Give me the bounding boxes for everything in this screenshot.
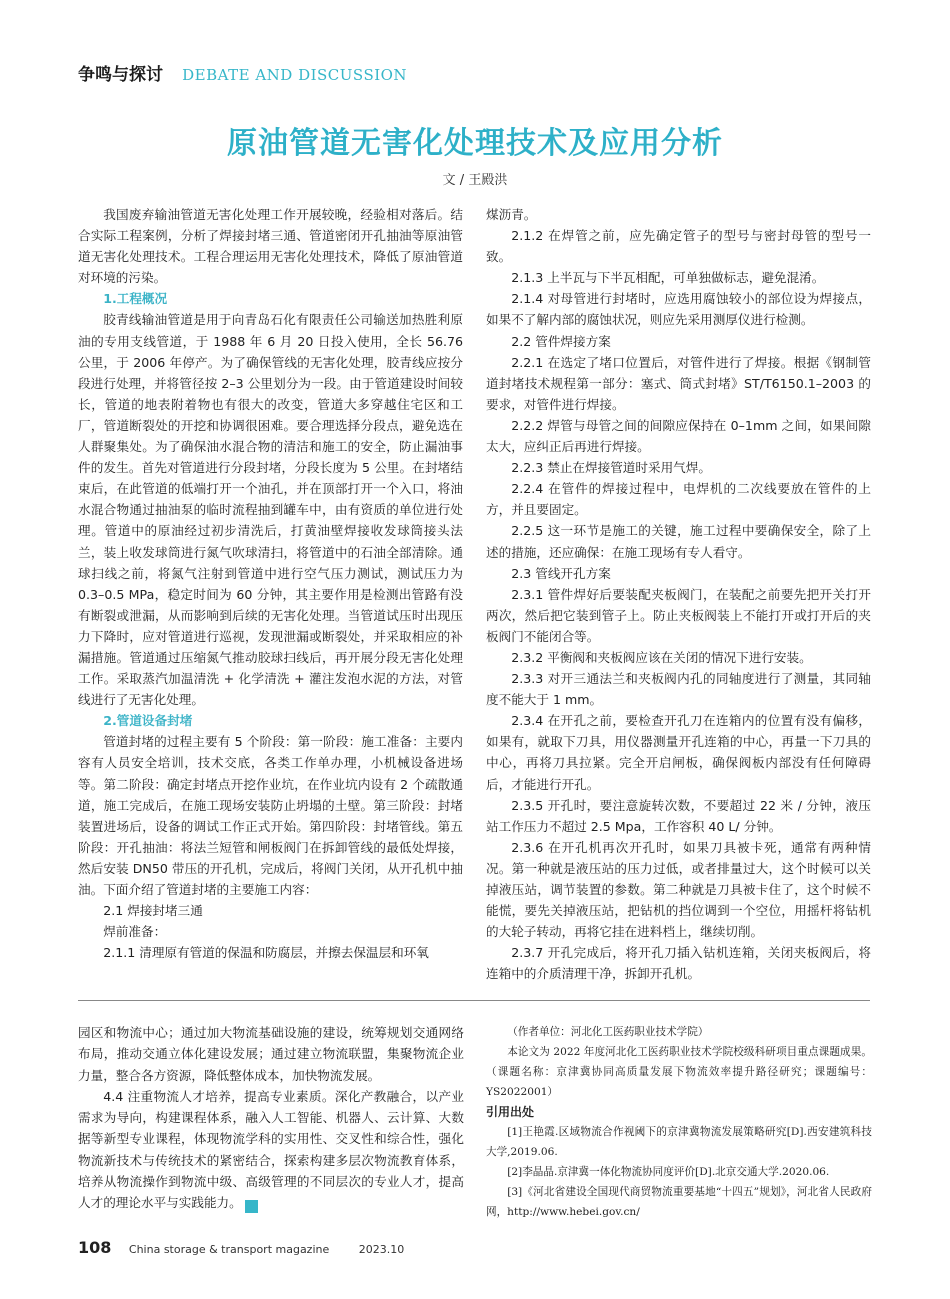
- body-paragraph: 煤沥青。: [486, 207, 537, 222]
- magazine-name: China storage & transport magazine: [128, 1243, 330, 1256]
- body-paragraph: 管道封堵的过程主要有 5 个阶段：第一阶段：施工准备：主要内容有人员安全培训，技术交底，各类工作单办理，小机械设备进场等。第二阶段：确定封堵点开挖作业坑，在作业坑内设有 2 个疏散通道，施工完成后，在施工现场安装防止坍塌的土壁。第三阶段：封堵装置进场后，设备的调试工作正式开始。第四阶段：封堵管线。第五阶段：开孔抽油：将法兰短管和闸板阀门在拆卸管线的最低处焊接，然后安装 DN50 带压的开孔机，完成后，将阀门关闭，从开孔机中抽油。下面介绍了管道封堵的主要施工内容：: [78, 734, 463, 897]
- body-paragraph: 2.3.5 开孔时，要注意旋转次数，不要超过 22 米 / 分钟，液压站工作压力不超过 2.5 Mpa，工作容积 40 L/ 分钟。: [486, 797, 871, 834]
- body-paragraph: 2.1.2 在焊管之前，应先确定管子的型号与密封母管的型号一致。: [486, 228, 871, 265]
- end-of-article-icon: C: [245, 1200, 258, 1213]
- page-number: 108: [78, 1238, 112, 1257]
- body-paragraph: 2.3.7 开孔完成后，将开孔刀插入钻机连箱，关闭夹板阀后，将连箱中的介质清理干净，拆卸开孔机。: [486, 945, 871, 982]
- section-title-en: DEBATE AND DISCUSSION: [182, 66, 408, 84]
- subsection-heading: 2.1 焊接封堵三通: [103, 903, 203, 919]
- previous-article-continuation: [78, 1022, 464, 1214]
- abstract-paragraph: 我国废弃输油管道无害化处理工作开展较晚，经验相对落后。结合实际工程案例，分析了焊接封堵三通、管道密闭开孔抽油等原油管道无害化处理技术。工程合理运用无害化处理技术，降低了原油管道对环境的污染。: [78, 207, 463, 286]
- body-paragraph: 2.3.3 对开三通法兰和夹板阀内孔的同轴度进行了测量，其同轴度不能大于 1 mm。: [486, 671, 871, 708]
- section-heading: 2.管道设备封堵: [103, 713, 193, 729]
- body-paragraph: 2.3.2 平衡阀和夹板阀应该在关闭的情况下进行安装。: [511, 649, 812, 665]
- body-paragraph: 园区和物流中心；通过加大物流基础设施的建设，统筹规划交通网络布局，推动交通立体化建设发展；通过建立物流联盟，集聚物流企业力量，整合各方资源，降低整体成本，加快物流发展。: [78, 1025, 464, 1083]
- right-column: [486, 204, 871, 984]
- body-paragraph: 2.2.3 禁止在焊接管道时采用气焊。: [511, 460, 711, 476]
- reference-item: [2]李晶晶.京津冀一体化物流协同度评价[D].北京交通大学.2020.06.: [507, 1166, 830, 1178]
- article-author: 文 / 王殿洪: [442, 173, 508, 188]
- article-notes: [486, 1022, 872, 1222]
- section-heading: 1.工程概况: [103, 291, 168, 307]
- body-paragraph: 2.3.1 管件焊好后要装配夹板阀门，在装配之前要先把开关打开两次，然后把它装到管子上。防止夹板阀装上不能打开或打开后的夹板阀门不能闭合等。: [486, 586, 871, 644]
- subsection-heading: 2.3 管线开孔方案: [511, 565, 611, 581]
- page-footer: [78, 1238, 404, 1257]
- body-paragraph: 2.1.1 清理原有管道的保温和防腐层，并擦去保温层和环氧: [103, 945, 429, 961]
- subsection-heading: 2.2 管件焊接方案: [511, 333, 611, 349]
- section-title-cn: 争鸣与探讨: [78, 65, 163, 85]
- body-paragraph: 2.1.4 对母管进行封堵时，应选用腐蚀较小的部位设为焊接点，如果不了解内部的腐蚀状况，则应先采用测厚仪进行检测。: [486, 291, 871, 328]
- section-header: [78, 60, 407, 84]
- body-paragraph: 2.3.4 在开孔之前，要检查开孔刀在连箱内的位置有没有偏移，如果有，就取下刀具，用仪器测量开孔连箱的中心，再量一下刀具的中心，再将刀具拉紧。完全开启闸板，确保阀板内部没有任何障碍后，才能进行开孔。: [486, 713, 871, 792]
- body-paragraph: 2.3.6 在开孔机再次开孔时，如果刀具被卡死，通常有两种情况。第一种就是液压站的压力过低，或者排量过大，这个时候可以关掉液压站，调节装置的参数。第二种就是刀具被卡住了，这个时候不能慌，要先关掉液压站，把钻机的挡位调到一个空位，用摇杆将钻机的大轮子转动，再将它挂在进料档上，继续切削。: [486, 839, 871, 940]
- body-text: 4.4 注重物流人才培养，提高专业素质。深化产教融合，以产业需求为导向，构建课程体系，融入人工智能、机器人、云计算、大数据等新型专业课程，体现物流学科的实用性、交叉性和综合性，强化物流新技术与传统技术的紧密结合，探索构建多层次物流教育体系，培养从物流操作到物流中级、高级管理的不同层次的专业人才，提高人才的理论水平与实践能力。: [78, 1088, 464, 1211]
- body-paragraph: 2.2.4 在管件的焊接过程中，电焊机的二次线要放在管件的上方，并且要固定。: [486, 481, 871, 518]
- body-paragraph: 焊前准备：: [103, 924, 167, 940]
- body-paragraph: 2.1.3 上半瓦与下半瓦相配，可单独做标志，避免混淆。: [511, 270, 825, 286]
- author-unit: （作者单位：河北化工医药职业技术学院）: [507, 1026, 709, 1038]
- left-column: [78, 204, 463, 963]
- section-divider: [78, 1000, 870, 1001]
- body-paragraph: 胶青线输油管道是用于向青岛石化有限责任公司输送加热胜利原油的专用支线管道，于 1988 年 6 月 20 日投入使用，全长 56.76 公里，于 2006 年停产。为了确保管线的无害化处理，胶青线应按分段进行处理，并将管径按 2–3 公里划分为一段。由于管道建设时间较长，管道的地表附着物也有很大的改变，管道大多穿越住宅区和工厂，管道断裂处的开挖和协调很困难。要合理选择分段点，避免选在人群聚集处。为了确保油水混合物的清洁和施工的安全，防止漏油事件的发生。首先对管道进行分段封堵，分段长度为 5 公里。在封堵结束后，在此管道的低端打开一个油孔，并在顶部打开一个入口，将油水混合物通过抽油泵的临时流程抽到罐车中，由有资质的单位进行处理。管道中的原油经过初步清洗后，打黄油壁焊接收发球筒接头法兰，装上收发球筒进行氮气吹球清扫，将管道中的石油全部清除。通球扫线之前，将氮气注射到管道中进行空气压力测试，测试压力为 0.3–0.5 MPa，稳定时间为 60 分钟，其主要作用是检测出管路有没有断裂或泄漏，从而影响到后续的无害化处理。当管道试压时出现压力下降时，应对管道进行巡视，发现泄漏或断裂处，并采取相应的补漏措施。管道通过压缩氮气推动胶球扫线后，再开展分段无害化处理工作。采取蒸汽加温清洗 + 化学清洗 + 灌注发泡水泥的方法，对管线进行了无害化处理。: [78, 312, 463, 708]
- body-paragraph: 2.2.1 在选定了堵口位置后，对管件进行了焊接。根据《钢制管道封堵技术规程第一部分：塞式、筒式封堵》ST/T6150.1–2003 的要求，对管件进行焊接。: [486, 354, 871, 412]
- reference-item: [1]王艳霞.区域物流合作视阈下的京津冀物流发展策略研究[D].西安建筑科技大学,2019.06.: [486, 1126, 872, 1158]
- references-heading: 引用出处: [486, 1105, 535, 1119]
- article-title: 原油管道无害化处理技术及应用分析: [227, 126, 723, 161]
- body-paragraph: [78, 1086, 464, 1214]
- issue-date: 2023.10: [358, 1243, 405, 1256]
- body-paragraph: 2.2.2 焊管与母管之间的间隙应保持在 0–1mm 之间，如果间隙太大，应纠正后再进行焊接。: [486, 417, 871, 455]
- reference-item: [3]《河北省建设全国现代商贸物流重要基地“十四五”规划》，河北省人民政府网，http://www.hebei.gov.cn/: [486, 1186, 872, 1218]
- funding-note: 本论文为 2022 年度河北化工医药职业技术学院校级科研项目重点课题成果。（课题名称：京津冀协同高质量发展下物流效率提升路径研究；课题编号：YS2022001）: [486, 1046, 872, 1098]
- body-paragraph: 2.2.5 这一环节是施工的关键，施工过程中要确保安全，除了上述的措施，还应确保：在施工现场有专人看守。: [486, 523, 871, 560]
